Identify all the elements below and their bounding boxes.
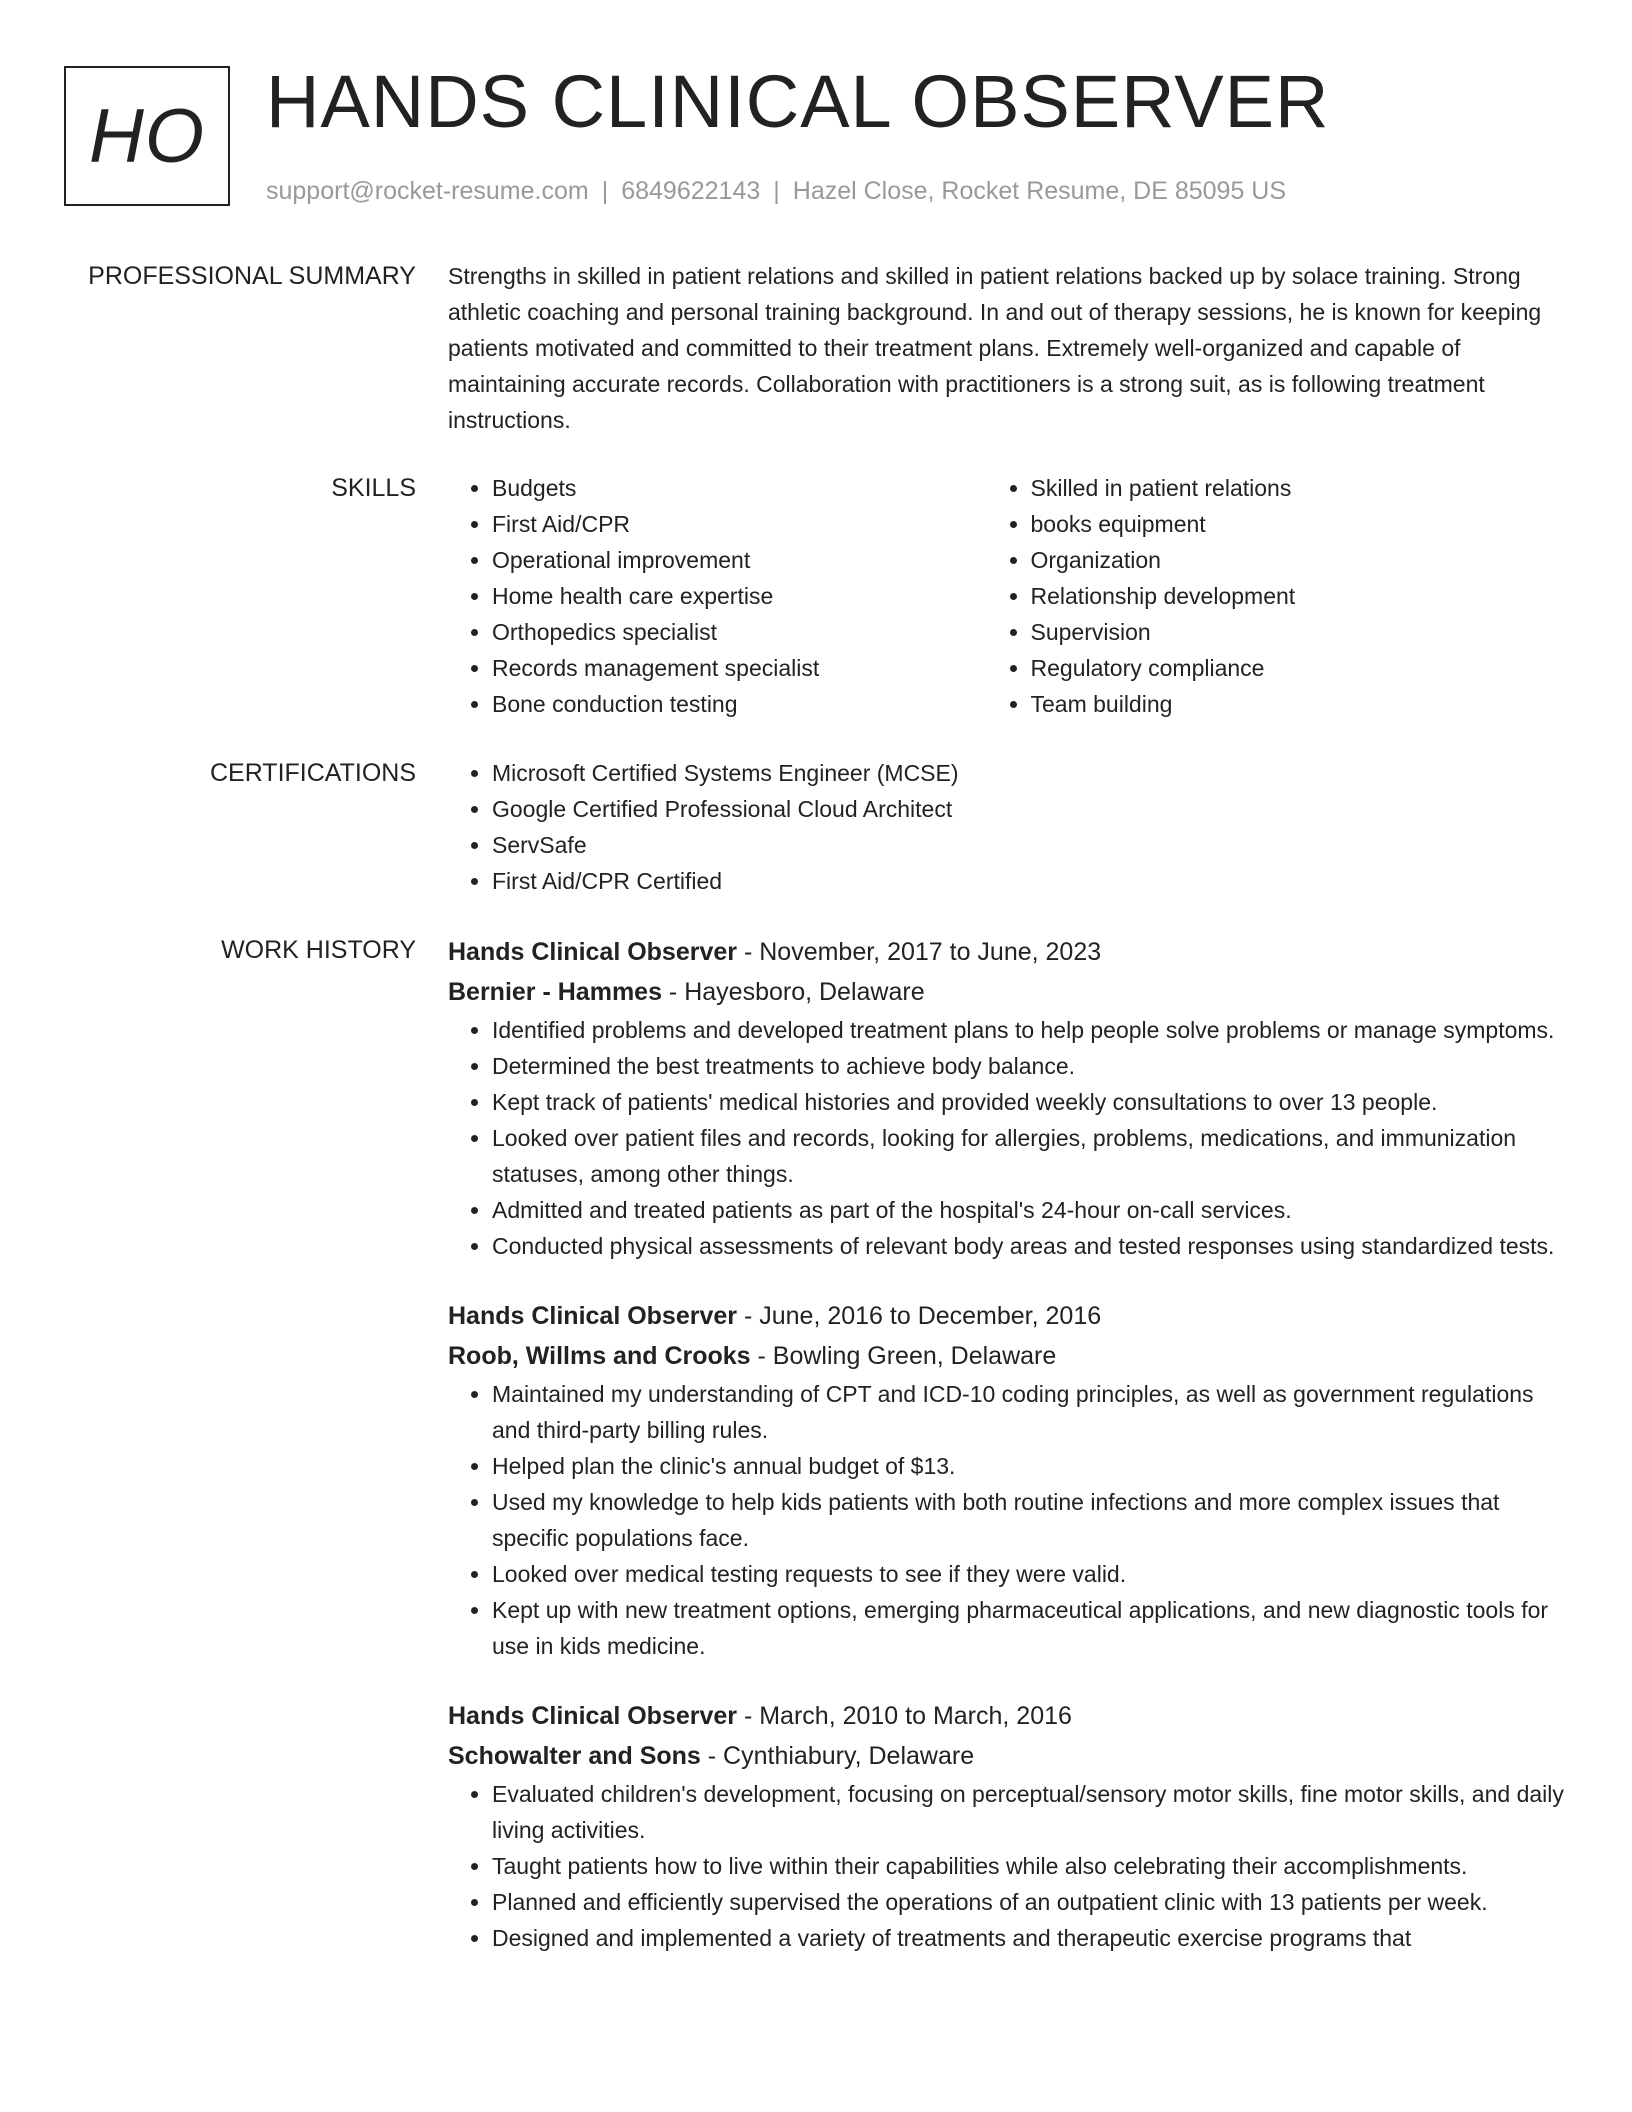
work-history-body (448, 932, 1568, 1988)
job-bullet: • Evaluated children's development, focusing on perceptual/sensory motor skills, fine motor skills, and daily living activities. (492, 1776, 1568, 1848)
skills-grid (448, 470, 1568, 722)
section-title-work-history: WORK HISTORY (221, 936, 416, 964)
certification-item: • Google Certified Professional Cloud Architect (492, 791, 1568, 827)
job-bullet: • Conducted physical assessments of relevant body areas and tested responses using standardized tests. (492, 1228, 1568, 1264)
job-entry (448, 932, 1568, 1264)
skills-body (448, 470, 1568, 722)
skill-item: • Home health care expertise (492, 578, 987, 614)
job-dates: - November, 2017 to June, 2023 (737, 938, 1102, 966)
job-bullet: • Planned and efficiently supervised the operations of an outpatient clinic with 13 patients per week. (492, 1884, 1568, 1920)
skill-item: • Supervision (1031, 614, 1569, 650)
certifications-list (448, 755, 1568, 899)
job-role: Hands Clinical Observer (448, 938, 738, 966)
skill-item: • Skilled in patient relations (1031, 470, 1569, 506)
job-location: - Bowling Green, Delaware (750, 1342, 1057, 1370)
skill-item: • Regulatory compliance (1031, 650, 1569, 686)
certifications-body (448, 755, 1568, 899)
job-bullet: • Helped plan the clinic's annual budget of $13. (492, 1448, 1568, 1484)
skill-item: • books equipment (1031, 506, 1569, 542)
skill-item: • Relationship development (1031, 578, 1569, 614)
monogram-box (64, 66, 230, 206)
job-company-line (448, 1736, 1568, 1776)
section-title-summary: PROFESSIONAL SUMMARY (88, 262, 416, 290)
certification-item: • Microsoft Certified Systems Engineer (MCSE) (492, 755, 1568, 791)
job-bullet: • Used my knowledge to help kids patients with both routine infections and more complex issues that specific populations face. (492, 1484, 1568, 1556)
job-bullet: • Looked over patient files and records, looking for allergies, problems, medications, and immunization statuses, among other things. (492, 1120, 1568, 1192)
contact-line (266, 174, 1286, 208)
contact-separator: | (773, 177, 780, 205)
job-title-line (448, 1696, 1568, 1736)
candidate-name: HANDS CLINICAL OBSERVER (266, 60, 1330, 143)
job-company: Schowalter and Sons (448, 1742, 701, 1770)
job-role: Hands Clinical Observer (448, 1302, 738, 1330)
job-bullet: • Determined the best treatments to achieve body balance. (492, 1048, 1568, 1084)
section-title-certifications: CERTIFICATIONS (209, 759, 416, 787)
contact-address: Hazel Close, Rocket Resume, DE 85095 US (792, 177, 1287, 205)
skill-item: • Budgets (492, 470, 987, 506)
job-title-line (448, 1296, 1568, 1336)
job-role: Hands Clinical Observer (448, 1702, 738, 1730)
job-location: - Cynthiabury, Delaware (700, 1742, 975, 1770)
skill-item: • Bone conduction testing (492, 686, 987, 722)
skill-item: • Team building (1031, 686, 1569, 722)
job-bullet: • Looked over medical testing requests to see if they were valid. (492, 1556, 1568, 1592)
certification-item: • ServSafe (492, 827, 1568, 863)
job-entry (448, 1696, 1568, 1956)
section-title-skills: SKILLS (331, 474, 416, 502)
job-bullet: • Kept track of patients' medical histories and provided weekly consultations to over 13 people. (492, 1084, 1568, 1120)
job-company: Roob, Willms and Crooks (448, 1342, 751, 1370)
job-bullet-list (448, 1776, 1568, 1956)
monogram-initials: HO (89, 93, 205, 179)
skill-item: • Records management specialist (492, 650, 987, 686)
summary-text: Strengths in skilled in patient relations and skilled in patient relations backed up by solace training. Strong athletic coaching and personal training background. In and out of therapy sessions, he is known for keeping patients motivated and committed to their treatment plans. Extremely well-organized and capable of maintaining accurate records. Collaboration with practitioners is a strong suit, as is following treatment instructions. (448, 263, 1542, 433)
job-bullet: • Kept up with new treatment options, emerging pharmaceutical applications, and new diagnostic tools for use in kids medicine. (492, 1592, 1568, 1664)
skill-item: • First Aid/CPR (492, 506, 987, 542)
contact-separator: | (601, 177, 609, 205)
job-company: Bernier - Hammes (448, 978, 662, 1006)
job-bullet: • Taught patients how to live within their capabilities while also celebrating their accomplishments. (492, 1848, 1568, 1884)
skills-list-right (987, 470, 1569, 722)
job-company-line (448, 972, 1568, 1012)
skill-item: • Operational improvement (492, 542, 987, 578)
job-bullet: • Maintained my understanding of CPT and ICD-10 coding principles, as well as government regulations and third-party billing rules. (492, 1376, 1568, 1448)
job-company-line (448, 1336, 1568, 1376)
job-entry (448, 1296, 1568, 1664)
skills-list-left (448, 470, 987, 722)
summary-body (448, 258, 1568, 438)
contact-email[interactable]: support@rocket-resume.com (266, 177, 589, 205)
contact-phone[interactable]: 6849622143 (621, 177, 761, 205)
job-dates: - June, 2016 to December, 2016 (737, 1302, 1102, 1330)
job-location: - Hayesboro, Delaware (661, 978, 925, 1006)
job-bullet-list (448, 1012, 1568, 1264)
job-bullet: • Identified problems and developed treatment plans to help people solve problems or manage symptoms. (492, 1012, 1568, 1048)
certification-item: • First Aid/CPR Certified (492, 863, 1568, 899)
job-bullet-list (448, 1376, 1568, 1664)
job-bullet: • Designed and implemented a variety of treatments and therapeutic exercise programs that (492, 1920, 1568, 1956)
job-title-line (448, 932, 1568, 972)
skill-item: • Organization (1031, 542, 1569, 578)
job-dates: - March, 2010 to March, 2016 (737, 1702, 1072, 1730)
job-bullet: • Admitted and treated patients as part of the hospital's 24-hour on-call services. (492, 1192, 1568, 1228)
skill-item: • Orthopedics specialist (492, 614, 987, 650)
